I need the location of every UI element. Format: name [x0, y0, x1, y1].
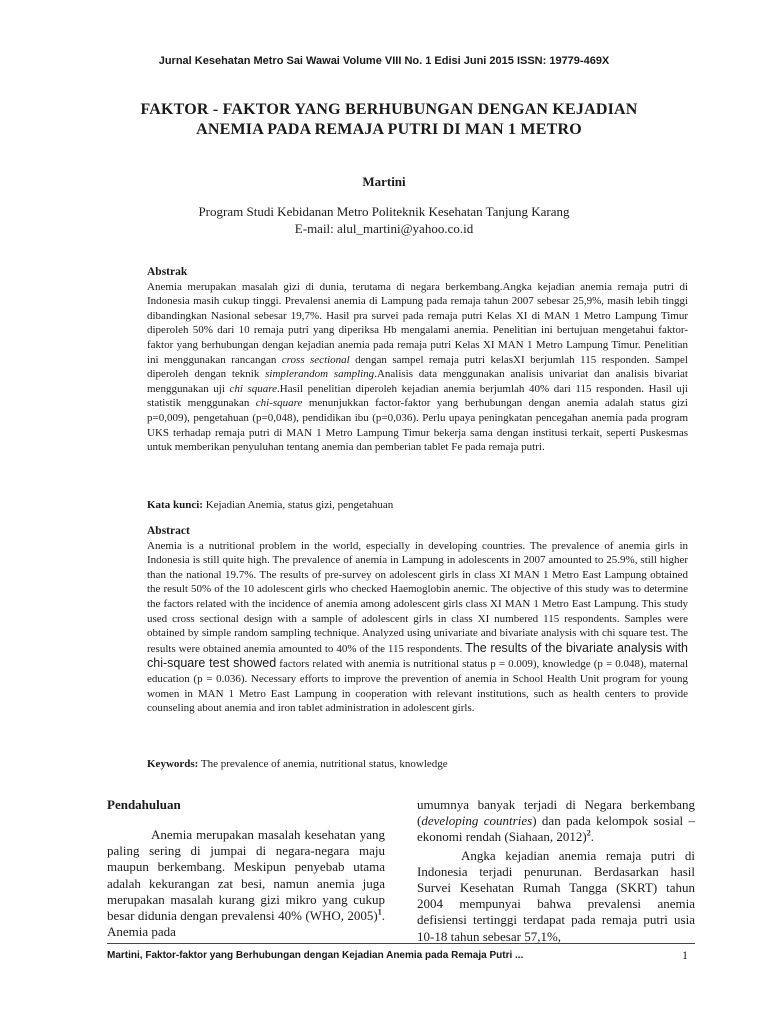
abstract-text-3: factors related with anemia is nutritional status p = 0.009), knowledge (p = 0.048), maternal education (p = 0.036). Necessary efforts to improve the prevention of anemia in School Health Unit program for young women in MAN 1 Metro East Lampung in cooperation with relevant institutions, such as health centers to provide counseling about anemia and iron tablet administration in adolescent girls.	[147, 658, 688, 715]
left-text: Anemia merupakan masalah kesehatan yang paling sering di jumpai di negara-negara maju maupun berkembang. Meskipun penyebab utama adalah kekurangan zat besi, namun anemia juga merupakan masalah kurang gizi mikro yang cukup besar didunia dengan prevalensi 40% (WHO, 2005)	[107, 827, 385, 924]
abstrak-body	[147, 280, 688, 455]
abstrak-text-3: .Analisis data menggunakan analisis univariat dan analisis bivariat menggunakan uji	[147, 368, 688, 395]
right-italic: developing countries	[421, 813, 533, 829]
left-citation: 1	[377, 907, 382, 917]
title-line-1: FAKTOR - FAKTOR YANG BERHUBUNGAN DENGAN KEJADIAN	[140, 101, 638, 118]
journal-header: Jurnal Kesehatan Metro Sai Wawai Volume VIII No. 1 Edisi Juni 2015 ISSN: 19779-469X	[158, 55, 610, 67]
kata-kunci-text: Kejadian Anemia, status gizi, pengetahuan	[202, 499, 394, 511]
right-paragraph-1	[417, 797, 695, 846]
abstrak-text-4: .Hasil penelitian diperoleh kejadian anemia berjumlah 40% dari 115 responden. Hasil uji statistik menggunakan	[147, 382, 688, 410]
left-column	[107, 827, 385, 940]
kata-kunci	[147, 499, 688, 511]
paper-title	[60, 100, 718, 140]
keywords-label: Keywords:	[147, 758, 199, 770]
affiliation: Program Studi Kebidanan Metro Politeknik Kesehatan Tanjung Karang	[198, 204, 570, 219]
keywords	[147, 758, 688, 770]
abstract-body	[147, 539, 688, 716]
abstrak-section	[147, 265, 688, 455]
abstrak-text-5: menunjukkan factor-faktor yang berhubungan dengan anemia adalah status gizi p=0,009), pengetahuan (p=0,048), pendidikan ibu (p=0,036). Perlu upaya peningkatan pencegahan anemia pada program UKS terhadap remaja putri di MAN 1 Metro Lampung Timur bekerja sama dengan institusi terkait, seperti Puskesmas untuk memberikan penyuluhan tentang anemia dan pemberian tablet Fe pada remaja putri.	[147, 397, 688, 454]
abstrak-text-1: Anemia merupakan masalah gizi di dunia, terutama di negara berkembang.Angka kejadian anemia remaja putri di Indonesia masih cukup tinggi. Prevalensi anemia di Lampung pada remaja tahun 2007 sebesar 25,9%, masih lebih tinggi dibandingkan Nasional sebesar 19,7%. Hasil pra survei pada remaja putri Kelas XI di MAN 1 Metro Lampung Timur diperoleh 50% dari 10 remaja putri yang diperiksa Hb mengalami anemia. Penelitian ini bertujuan mengetahui faktor-faktor yang berhubungan dengan kejadian anemia pada remaja putri Kelas XI MAN 1 Metro Lampung Timur. Penelitian ini menggunakan rancangan	[147, 280, 688, 366]
right-text-1c: .	[590, 829, 594, 845]
page-number: 1	[682, 948, 688, 962]
abstrak-italic-1: cross sectional	[281, 353, 350, 366]
abstrak-italic-2: simplerandom sampling	[265, 368, 375, 381]
right-paragraph-2: Angka kejadian anemia remaja putri di Indonesia terjadi penurunan. Berdasarkan hasil Survei Kesehatan Rumah Tangga (SKRT) tahun 2004 mempunyai bahwa prevalensi anemia defisiensi tertinggi terdapat pada remaja putri usia 10-18 tahun sebesar 57,1%,	[417, 847, 695, 944]
abstract-text-2: The results of the bivariate analysis with chi-square test showed	[147, 640, 688, 671]
abstrak-italic-4: chi-square	[255, 397, 303, 410]
left-paragraph	[107, 827, 385, 940]
right-citation: 2	[586, 829, 591, 839]
abstract-section	[147, 524, 688, 716]
right-column	[417, 797, 695, 945]
footer-text: Martini, Faktor-faktor yang Berhubungan dengan Kejadian Anemia pada Remaja Putri ...	[107, 950, 524, 961]
affiliation-block	[0, 203, 768, 237]
kata-kunci-label: Kata kunci:	[147, 499, 203, 511]
left-tail: . Anemia pada	[107, 908, 385, 940]
abstrak-italic-3: chi square	[229, 382, 278, 395]
abstrak-text-2: dengan sampel remaja putri kelasXI berjumlah 115 responden. Sampel diperoleh dengan teknik	[147, 353, 688, 381]
title-line-2: ANEMIA PADA REMAJA PUTRI DI MAN 1 METRO	[196, 121, 582, 138]
abstract-heading: Abstract	[147, 525, 190, 537]
author-name: Martini	[362, 174, 406, 189]
section-heading-pendahuluan: Pendahuluan	[107, 797, 181, 812]
keywords-text: The prevalence of anemia, nutritional status, knowledge	[198, 758, 448, 770]
abstract-text-1: Anemia is a nutritional problem in the world, especially in developing countries. The prevalence of anemia girls in Indonesia is still quite high. The prevalence of anemia in Lampung in adolescents in 2007 amounted to 25.9%, still higher than the national 19.7%. The results of pre-survey on adolescent girls in class XI MAN 1 Metro East Lampung obtained the result 50% of the 10 adolescent girls who checked Haemoglobin anemic. The objective of this study was to determine the factors related with the incidence of anemia among adolescent girls class XI MAN 1 Metro East Lampung. This study used cross sectional design with a sample of adolescent girls in class XI numbered 115 respondents. Samples were obtained by simple random sampling technique. Analyzed using univariate and bivariate analysis with chi square test. The results were obtained anemia amounted to 40% of the 115 respondents.	[147, 539, 688, 655]
abstrak-heading: Abstrak	[147, 266, 188, 278]
email: E-mail: alul_martini@yahoo.co.id	[294, 221, 474, 236]
right-text-1a: umumnya banyak terjadi di Negara berkembang (	[417, 797, 695, 829]
right-text-1b: ) dan pada kelompok sosial – ekonomi rendah (Siahaan, 2012)	[417, 813, 696, 845]
footer-divider	[107, 943, 695, 944]
